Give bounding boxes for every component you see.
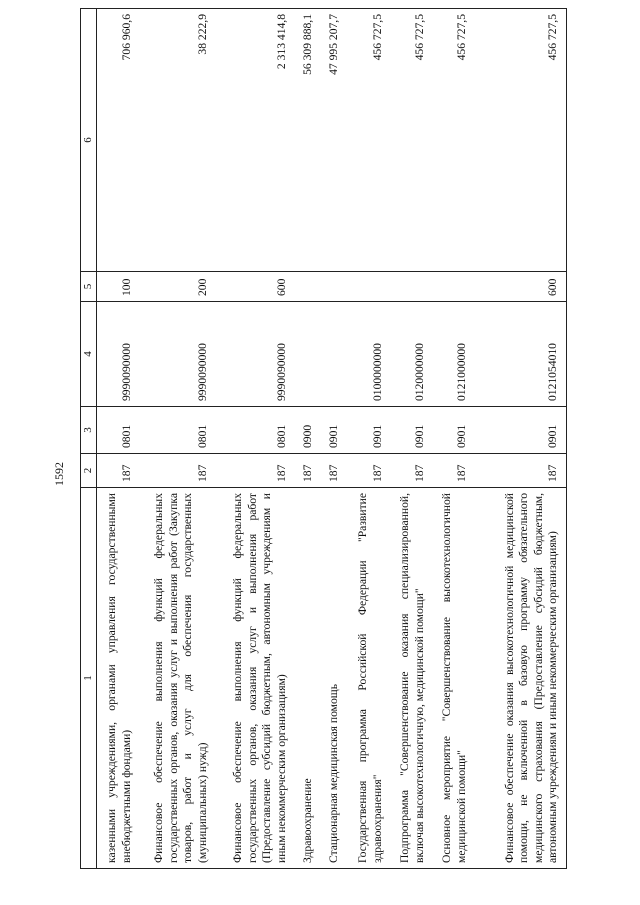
row-amount: 2 313 414,8	[215, 9, 294, 272]
row-code-2: 187	[215, 454, 294, 488]
column-header: 6	[81, 9, 97, 272]
row-code-3: 0901	[320, 407, 346, 454]
row-code-4	[294, 302, 320, 407]
row-code-4: 0100000000	[346, 302, 390, 407]
row-code-5	[346, 272, 390, 302]
page-number: 1592	[52, 462, 66, 486]
row-name: Основное мероприятие "Совершенствование высокотехнологичной медицинской помощи"	[432, 488, 474, 869]
table-row	[320, 9, 346, 869]
row-code-3: 0801	[96, 407, 139, 454]
column-header: 2	[81, 454, 97, 488]
row-amount: 456 727,5	[346, 9, 390, 272]
column-header: 3	[81, 407, 97, 454]
table-header-row	[81, 9, 97, 869]
row-name: Финансовое обеспечение оказания высокотехнологичной медицинской помощи, не включенной в базовую программу обязательного медицинского страхования (Предоставление субсидий бюджетным, автономным учреждениям и иным некоммерческим организациям)	[474, 488, 566, 869]
row-amount: 456 727,5	[474, 9, 566, 272]
row-amount: 456 727,5	[390, 9, 432, 272]
row-code-4: 9990090000	[96, 302, 139, 407]
row-name: Финансовое обеспечение выполнения функций федеральных государственных органов, оказания услуг и выполнения работ (Предоставление субсидий бюджетным, автономным учреждениям и иным некоммерческим организациям)	[215, 488, 294, 869]
row-code-4: 9990090000	[139, 302, 215, 407]
table-row	[215, 9, 294, 869]
row-name: Государственная программа Российской Федерации "Развитие здравоохранения"	[346, 488, 390, 869]
row-code-2: 187	[390, 454, 432, 488]
row-code-5	[320, 272, 346, 302]
row-code-5	[390, 272, 432, 302]
row-code-3: 0801	[139, 407, 215, 454]
row-code-2: 187	[294, 454, 320, 488]
table-row	[390, 9, 432, 869]
row-amount: 706 960,6	[96, 9, 139, 272]
table-row	[96, 9, 139, 869]
row-code-4: 0121000000	[432, 302, 474, 407]
row-code-5	[432, 272, 474, 302]
row-code-3: 0901	[346, 407, 390, 454]
row-code-3: 0901	[390, 407, 432, 454]
row-amount: 56 309 888,1	[294, 9, 320, 272]
row-code-5	[294, 272, 320, 302]
row-code-5: 100	[96, 272, 139, 302]
row-code-2: 187	[474, 454, 566, 488]
row-name: Подпрограмма "Совершенствование оказания специализированной, включая высокотехнологичную, медицинской помощи"	[390, 488, 432, 869]
row-code-4: 0120000000	[390, 302, 432, 407]
row-name: Стационарная медицинская помощь	[320, 488, 346, 869]
row-code-3: 0901	[432, 407, 474, 454]
row-name: казенными учреждениями, органами управления государственными внебюджетными фондами)	[96, 488, 139, 869]
row-code-4: 0121054010	[474, 302, 566, 407]
row-code-3: 0801	[215, 407, 294, 454]
table-row	[474, 9, 566, 869]
row-amount: 47 995 207,7	[320, 9, 346, 272]
table-row	[346, 9, 390, 869]
table-row	[139, 9, 215, 869]
row-code-5: 200	[139, 272, 215, 302]
row-code-5: 600	[474, 272, 566, 302]
budget-table-rotated	[80, 9, 567, 869]
budget-table	[80, 8, 567, 869]
column-header: 1	[81, 488, 97, 869]
row-amount: 456 727,5	[432, 9, 474, 272]
row-amount: 38 222,9	[139, 9, 215, 272]
row-code-5: 600	[215, 272, 294, 302]
budget-table-frame	[80, 14, 640, 863]
row-code-4: 9990090000	[215, 302, 294, 407]
row-code-4	[320, 302, 346, 407]
row-code-2: 187	[139, 454, 215, 488]
row-code-2: 187	[346, 454, 390, 488]
column-header: 5	[81, 272, 97, 302]
row-name: Здравоохранение	[294, 488, 320, 869]
row-name: Финансовое обеспечение выполнения функций федеральных государственных органов, оказания услуг и выполнения работ (Закупка товаров, работ и услуг для обеспечения государственных (муниципальных) нужд)	[139, 488, 215, 869]
row-code-3: 0900	[294, 407, 320, 454]
table-row	[294, 9, 320, 869]
row-code-2: 187	[320, 454, 346, 488]
row-code-3: 0901	[474, 407, 566, 454]
table-row	[432, 9, 474, 869]
column-header: 4	[81, 302, 97, 407]
row-code-2: 187	[432, 454, 474, 488]
row-code-2: 187	[96, 454, 139, 488]
